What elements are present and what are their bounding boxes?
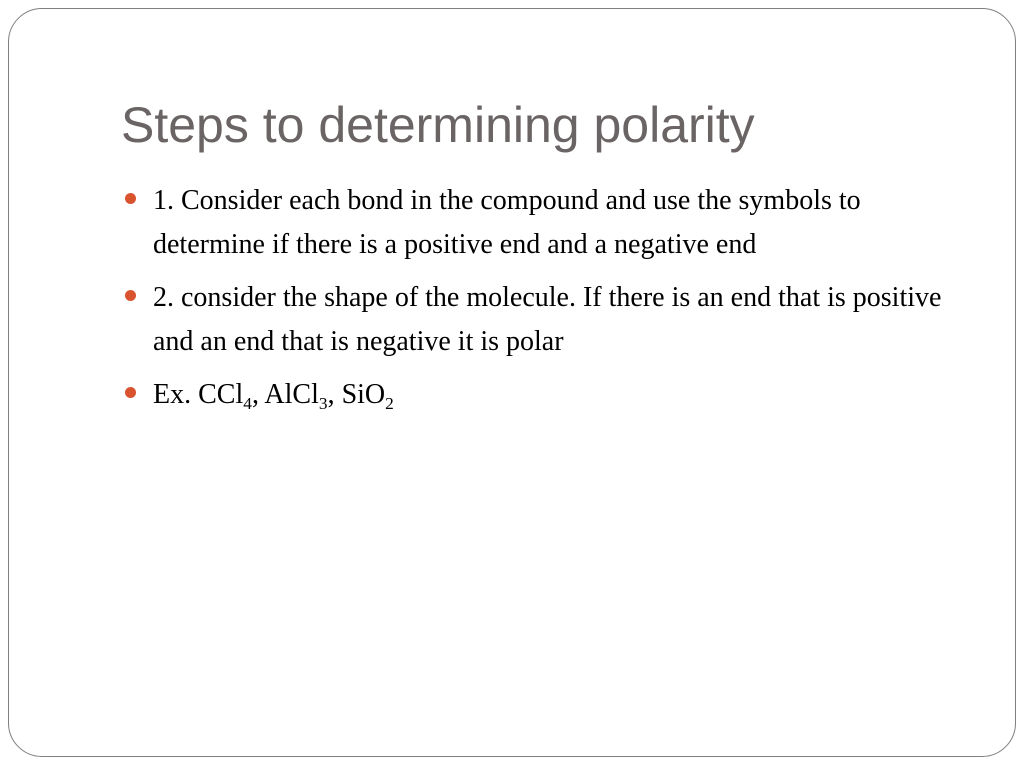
formula-subscript: 3 <box>318 394 328 413</box>
bullet-text: 2. consider the shape of the molecule. If there is an end that is positive and an end that is negative it is polar <box>153 282 942 357</box>
formula-alcl3 <box>264 379 342 413</box>
formula-ccl4 <box>198 379 265 413</box>
bullet-dot-icon <box>125 193 136 204</box>
bullet-item-2 <box>121 276 971 364</box>
example-prefix: Ex. <box>153 379 199 410</box>
bullet-item-3 <box>121 373 971 417</box>
bullet-list <box>121 179 971 426</box>
formula-sio2 <box>341 379 394 413</box>
bullet-text: 1. Consider each bond in the compound and use the symbols to determine if there is a positive end and a negative end <box>153 185 861 260</box>
bullet-dot-icon <box>125 290 136 301</box>
formula-subscript: 4 <box>243 394 252 413</box>
slide <box>8 8 1016 757</box>
bullet-item-1 <box>121 179 971 267</box>
formula-subscript: 2 <box>385 394 394 413</box>
bullet-dot-icon <box>125 387 136 398</box>
formula-base: AlCl <box>264 379 319 410</box>
formula-base: CCl <box>198 379 244 410</box>
formula-base: SiO <box>341 379 386 410</box>
slide-title: Steps to determining polarity <box>121 97 755 153</box>
formula-separator: , <box>251 379 265 410</box>
formula-separator: , <box>327 379 342 410</box>
